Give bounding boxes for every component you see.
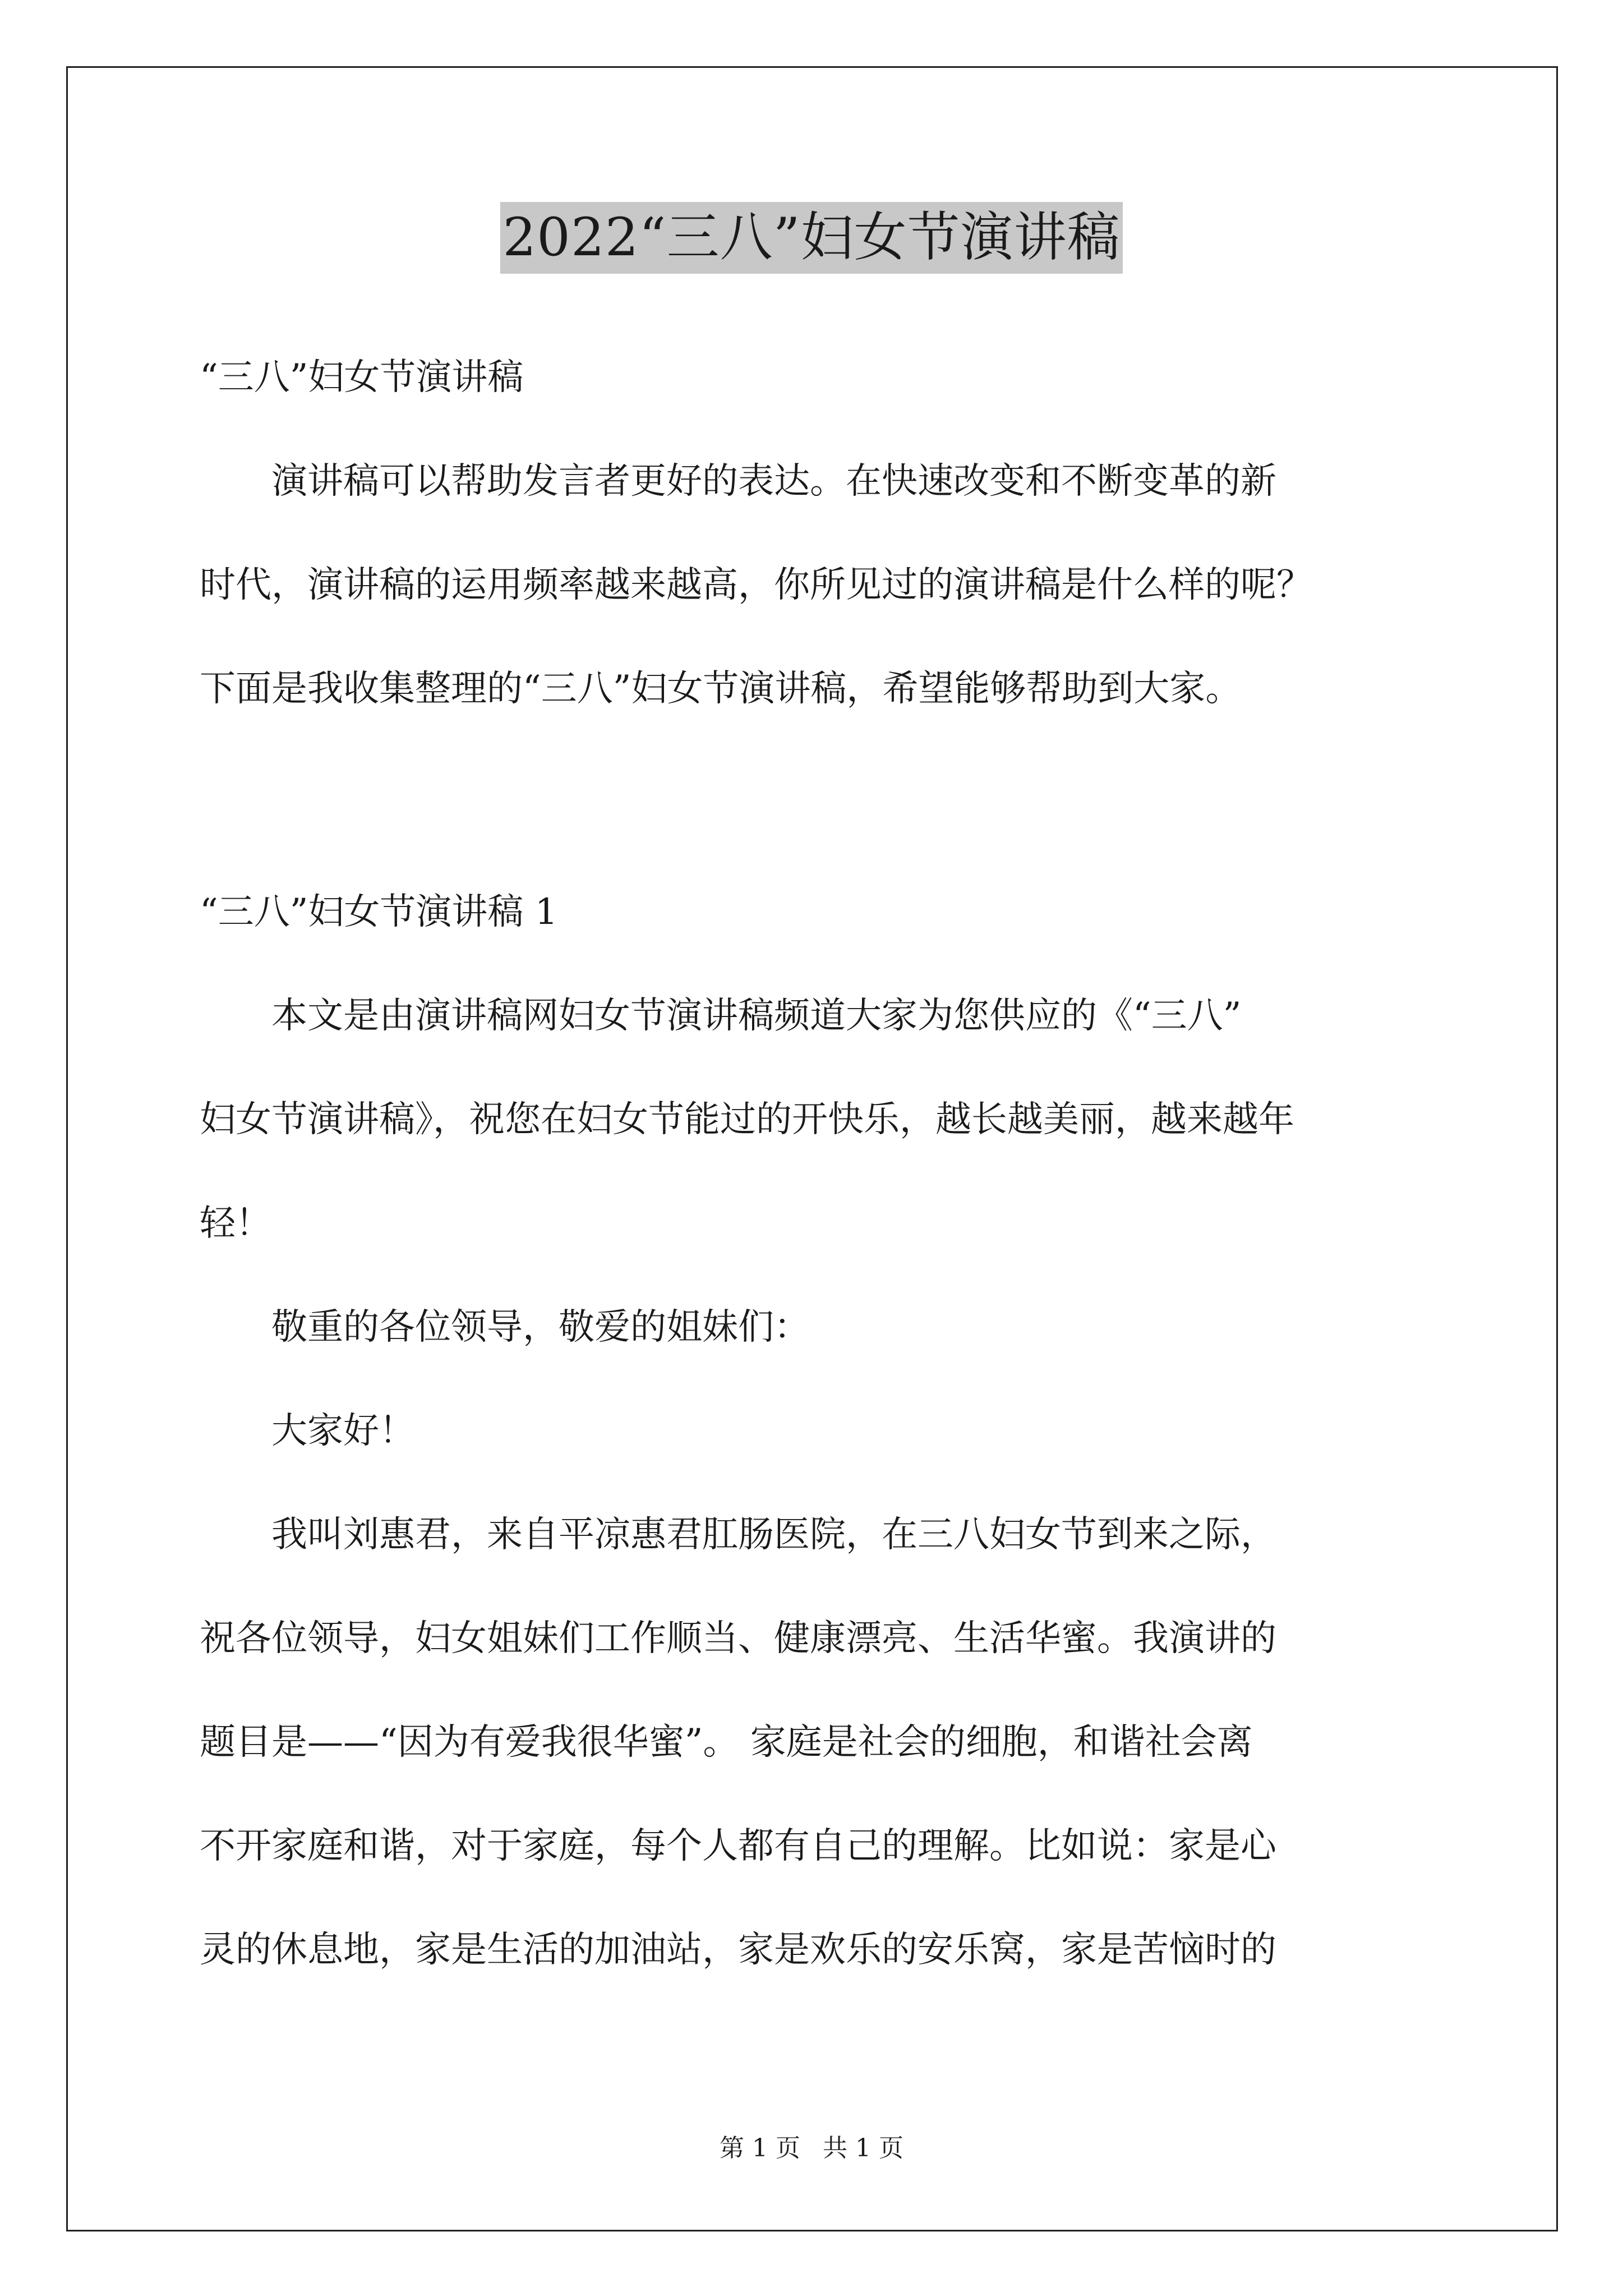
paragraph-line: 妇女节演讲稿》，祝您在妇女节能过的开快乐，越长越美丽，越来越年 bbox=[200, 1099, 1294, 1140]
paragraph-line: 灵的休息地，家是生活的加油站，家是欢乐的安乐窝，家是苦恼时的 bbox=[200, 1929, 1276, 1971]
page-total: 共 1 页 bbox=[823, 2134, 903, 2162]
page-number: 第 1 页 bbox=[720, 2134, 800, 2162]
section-heading: “三八”妇女节演讲稿 1 bbox=[200, 891, 558, 933]
paragraph-line: 题目是——“因为有爱我很华蜜”。 家庭是社会的细胞，和谐社会离 bbox=[200, 1722, 1253, 1763]
paragraph-line: 不开家庭和谐，对于家庭，每个人都有自己的理解。比如说：家是心 bbox=[200, 1825, 1276, 1867]
paragraph-line: 我叫刘惠君，来自平凉惠君肛肠医院，在三八妇女节到来之际， bbox=[200, 1514, 1276, 1556]
section-heading: “三八”妇女节演讲稿 bbox=[200, 357, 524, 398]
paragraph-line: 祝各位领导，妇女姐妹们工作顺当、健康漂亮、生活华蜜。我演讲的 bbox=[200, 1618, 1276, 1659]
paragraph-line: 演讲稿可以帮助发言者更好的表达。在快速改变和不断变革的新 bbox=[200, 461, 1276, 502]
paragraph-line: 本文是由演讲稿网妇女节演讲稿频道大家为您供应的《“三八” bbox=[200, 995, 1242, 1037]
paragraph-line: 敬重的各位领导，敬爱的姐妹们： bbox=[200, 1306, 810, 1348]
document-title-text: 2022“三八”妇女节演讲稿 bbox=[500, 202, 1122, 274]
paragraph-line: 下面是我收集整理的“三八”妇女节演讲稿，希望能够帮助到大家。 bbox=[200, 668, 1242, 710]
document-title bbox=[0, 202, 1623, 274]
paragraph-line: 时代，演讲稿的运用频率越来越高，你所见过的演讲稿是什么样的呢？ bbox=[200, 564, 1312, 606]
page-footer bbox=[0, 2132, 1623, 2165]
paragraph-line: 轻！ bbox=[200, 1203, 271, 1244]
paragraph-line: 大家好！ bbox=[200, 1410, 415, 1452]
